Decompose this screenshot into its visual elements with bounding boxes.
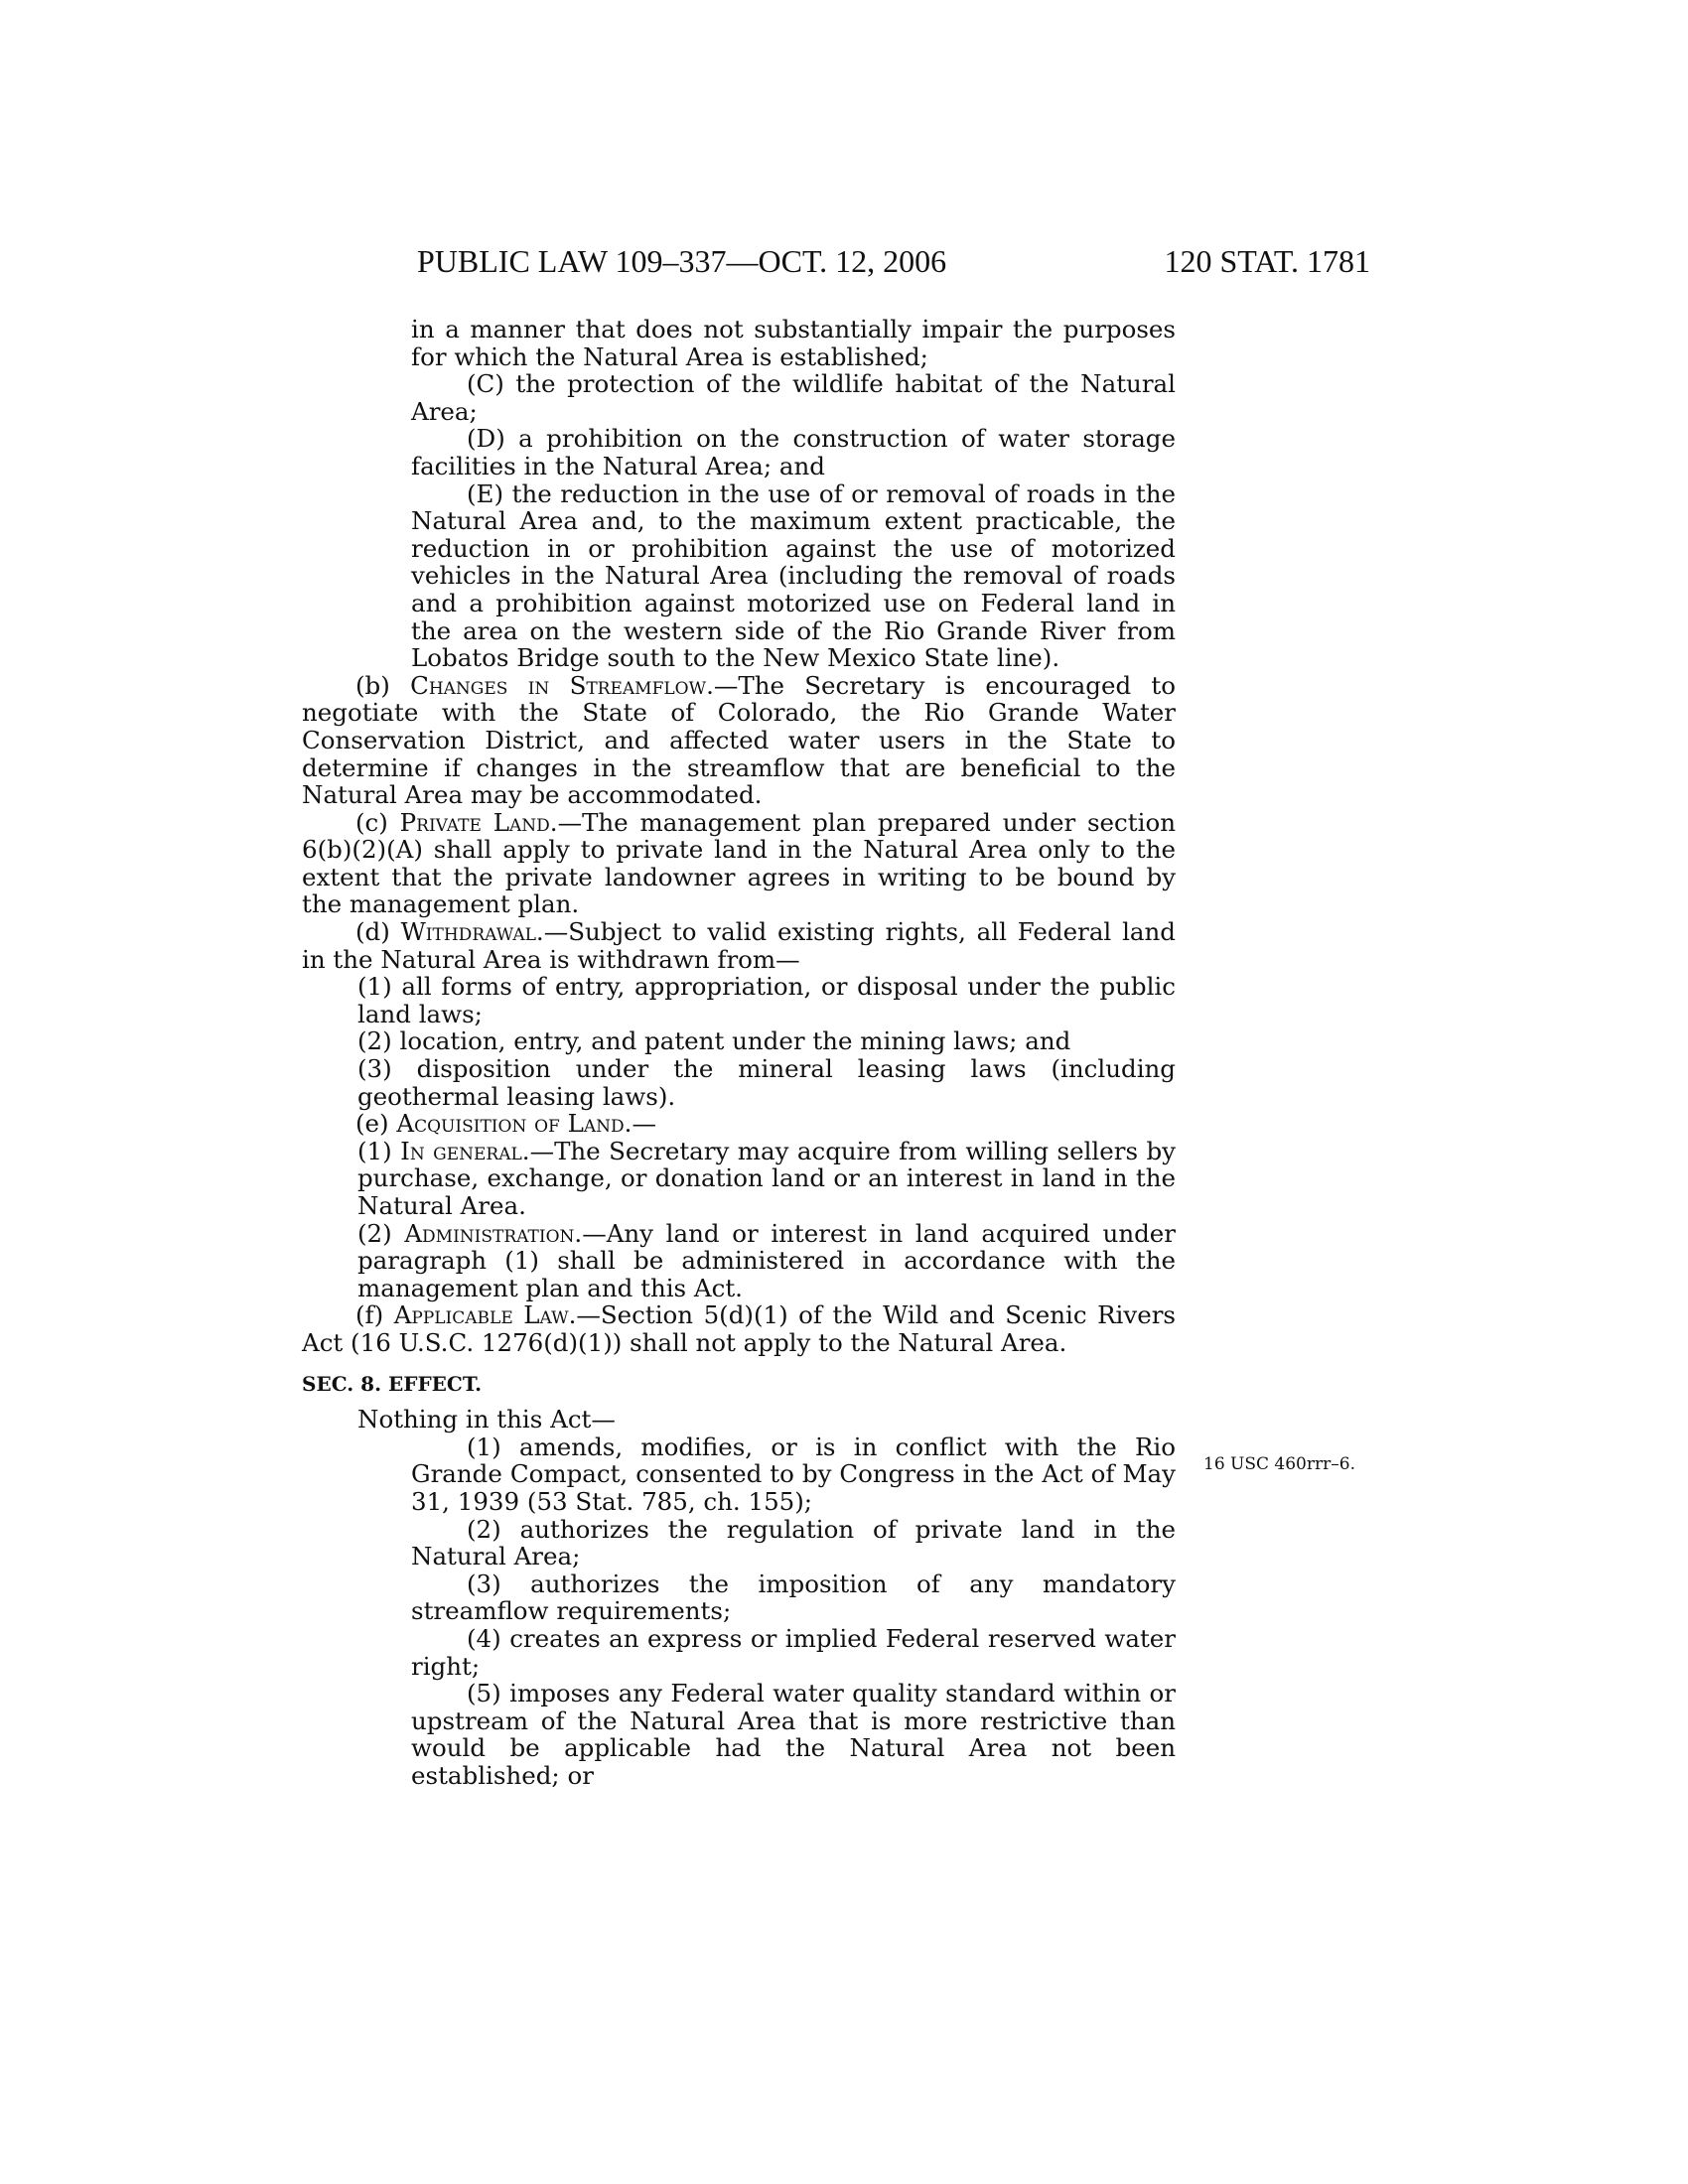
withdrawal-item-2: (2) location, entry, and patent under the mining laws; and bbox=[357, 1026, 1071, 1056]
subsection-c-label: (c) bbox=[355, 807, 400, 837]
subsection-e bbox=[302, 1110, 1176, 1138]
acquisition-item-2-label: (2) bbox=[357, 1218, 405, 1248]
subsection-b-text: —The Secretary is encouraged to negotiate with the State of Colorado, the Rio Grande Water Conservation District, and affected water users in the State to determine if changes in the streamflow that are beneficial to the Natural Area may be accommodated. bbox=[302, 670, 1177, 810]
acquisition-item-2-heading: Administration. bbox=[404, 1218, 583, 1248]
subsection-b-label: (b) bbox=[355, 670, 411, 700]
public-law-title: PUBLIC LAW 109–337—OCT. 12, 2006 bbox=[417, 243, 947, 279]
subsection-e-heading: Acquisition of Land. bbox=[396, 1109, 633, 1139]
section-intro: Nothing in this Act— bbox=[357, 1405, 616, 1434]
subsection-c-text: —The management plan prepared under section 6(b)(2)(A) shall apply to private land in the Natural Area only to the extent that the private landowner agrees in writing to be bound by the management plan. bbox=[302, 807, 1176, 919]
effect-item-2: (2) authorizes the regulation of private land in the Natural Area; bbox=[411, 1514, 1176, 1571]
section-heading: SEC. 8. EFFECT. bbox=[302, 1371, 483, 1396]
acquisition-item-1-text: —The Secretary may acquire from willing sellers by purchase, exchange, or donation land or an interest in land in the Natural Area. bbox=[357, 1136, 1176, 1220]
subsection-f-text: —Section 5(d)(1) of the Wild and Scenic Rivers Act (16 U.S.C. 1276(d)(1)) shall not apply to the Natural Area. bbox=[302, 1300, 1176, 1357]
subsection-b-heading: Changes in Streamflow. bbox=[410, 670, 714, 700]
paragraph-continuation: in a manner that does not substantially impair the purposes for which the Natural Area is established; bbox=[411, 315, 1176, 371]
subparagraph-e: (E) the reduction in the use of or removal of roads in the Natural Area and, to the maximum extent practicable, the reduction in or prohibition against the use of motorized vehicles in the Natural Area (including the removal of roads and a prohibition against motorized use on Federal land in the area on the western side of the Rio Grande River from Lobatos Bridge south to the New Mexico State line). bbox=[411, 478, 1176, 673]
acquisition-item-1-heading: In general. bbox=[400, 1136, 530, 1165]
acquisition-item-2-text: —Any land or interest in land acquired under paragraph (1) shall be administered in accordance with the management plan and this Act. bbox=[357, 1218, 1176, 1302]
subparagraph-d: (D) a prohibition on the construction of water storage facilities in the Natural Area; and bbox=[411, 424, 1176, 480]
subsection-d-heading: Withdrawal. bbox=[400, 917, 544, 947]
subparagraph-c: (C) the protection of the wildlife habitat of the Natural Area; bbox=[411, 369, 1176, 426]
subsection-c bbox=[302, 809, 1176, 918]
effect-item-3: (3) authorizes the imposition of any mandatory streamflow requirements; bbox=[411, 1569, 1176, 1626]
subsection-f-label: (f) bbox=[355, 1300, 394, 1330]
statute-page-number: 120 STAT. 1781 bbox=[1164, 243, 1370, 279]
subsection-b bbox=[302, 672, 1176, 809]
acquisition-item-1-label: (1) bbox=[357, 1136, 401, 1165]
acquisition-item-2 bbox=[357, 1220, 1176, 1302]
subsection-d-label: (d) bbox=[355, 917, 401, 947]
withdrawal-item-3: (3) disposition under the mineral leasing laws (including geothermal leasing laws). bbox=[357, 1054, 1176, 1111]
document-body bbox=[302, 316, 1176, 1789]
effect-item-4: (4) creates an express or implied Federal reserved water right; bbox=[411, 1623, 1176, 1681]
subsection-c-heading: Private Land. bbox=[399, 807, 558, 837]
effect-item-5: (5) imposes any Federal water quality standard within or upstream of the Natural Area that is more restrictive than would be applicable had the Natural Area not been established; or bbox=[411, 1679, 1176, 1790]
page-header bbox=[417, 243, 1370, 287]
subsection-d bbox=[302, 918, 1176, 973]
withdrawal-item-1: (1) all forms of entry, appropriation, or disposal under the public land laws; bbox=[357, 972, 1176, 1028]
subsection-f-heading: Applicable Law. bbox=[393, 1300, 577, 1330]
subsection-e-label: (e) bbox=[355, 1109, 397, 1139]
usc-margin-note: 16 USC 460rrr–6. bbox=[1203, 1454, 1355, 1474]
effect-item-1: (1) amends, modifies, or is in conflict with the Rio Grande Compact, consented to by Congress in the Act of May 31, 1939 (53 Stat. 785, ch. 155); bbox=[411, 1432, 1176, 1516]
subsection-e-text: — bbox=[632, 1109, 656, 1139]
acquisition-item-1 bbox=[357, 1138, 1176, 1220]
subsection-f bbox=[302, 1301, 1176, 1356]
subsection-d-text: —Subject to valid existing rights, all Federal land in the Natural Area is withdrawn from— bbox=[302, 917, 1176, 974]
